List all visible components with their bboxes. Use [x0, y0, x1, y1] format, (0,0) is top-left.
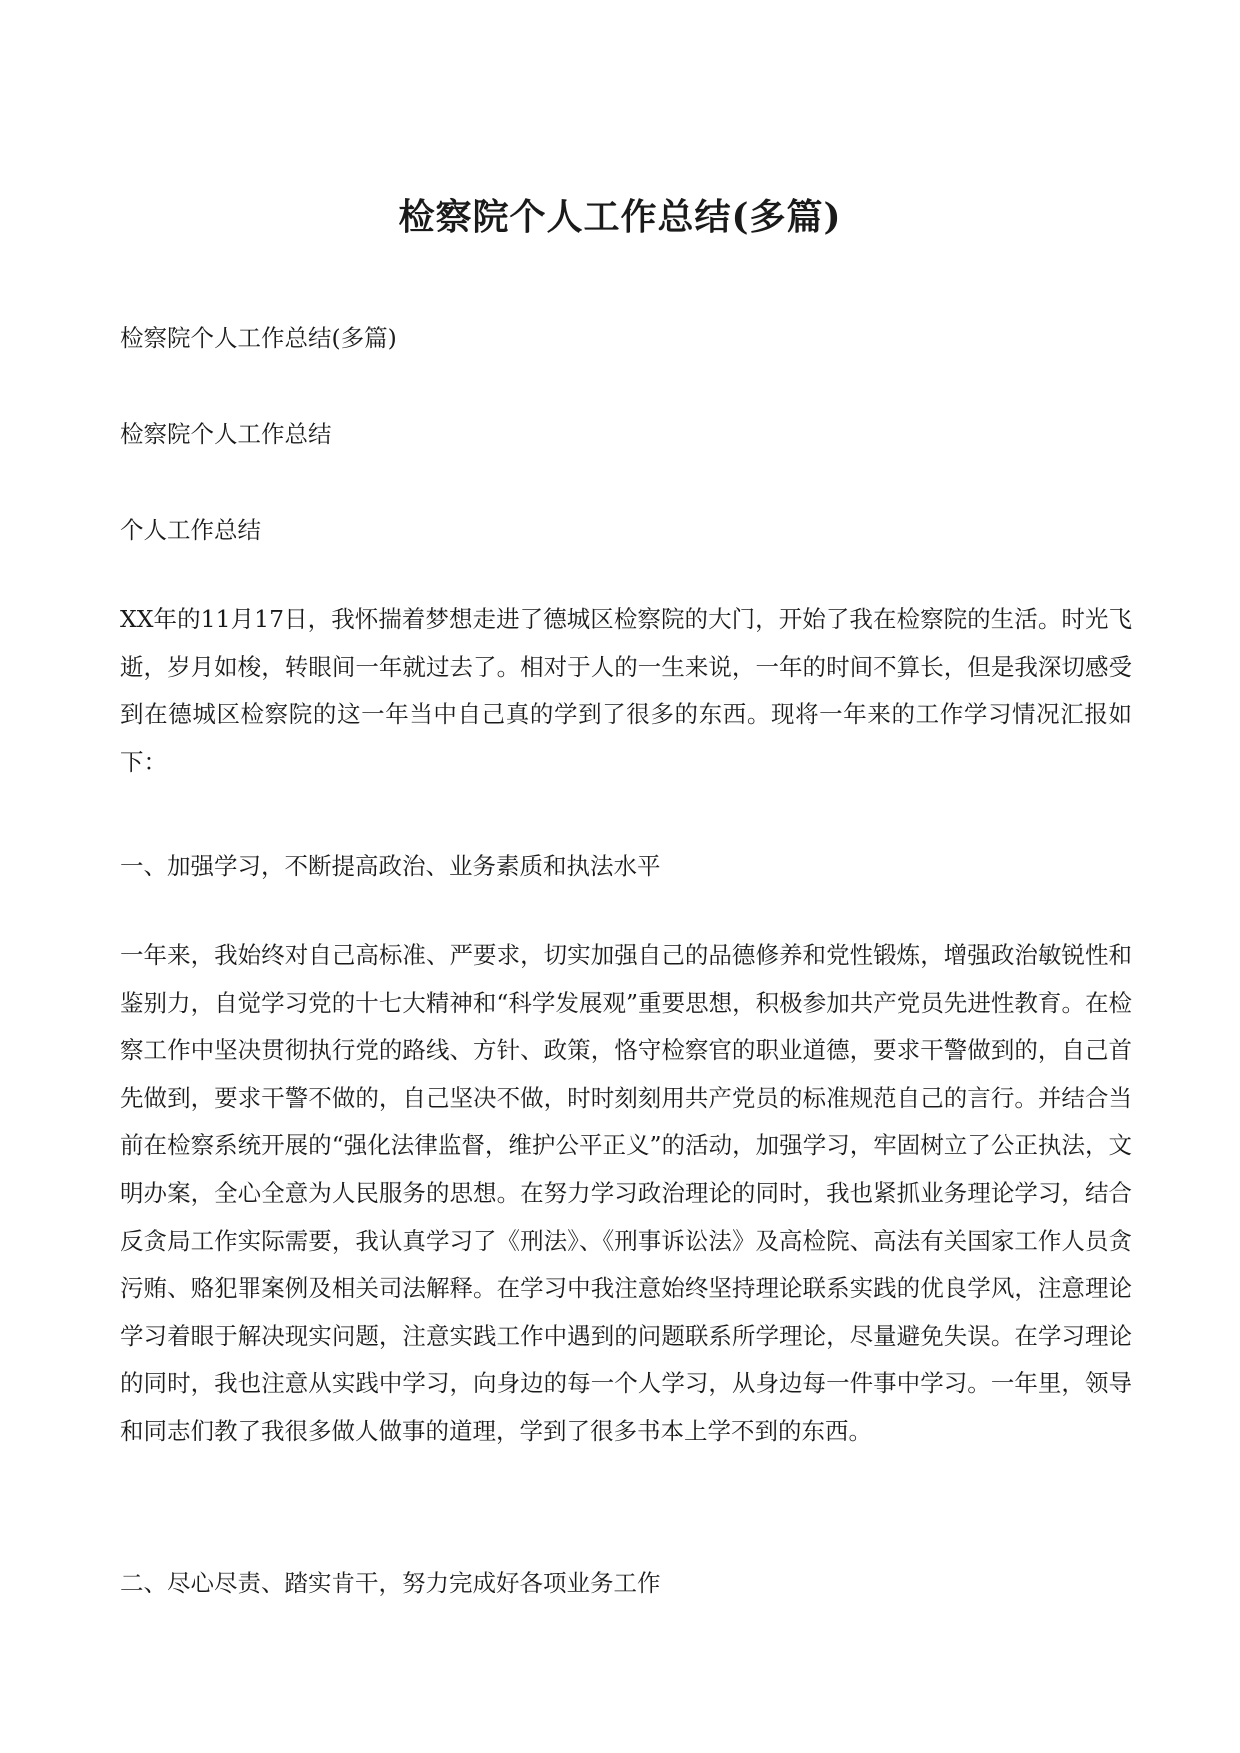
section-paragraph: 一年来，我始终对自己高标准、严要求，切实加强自己的品德修养和党性锻炼，增强政治敏锐性和鉴别力，自觉学习党的十七大精神和“科学发展观”重要思想，积极参加共产党员先进性教育。在检察工作中坚决贯彻执行党的路线、方针、政策，恪守检察官的职业道德，要求干警做到的，自己首先做到，要求干警不做的，自己坚决不做，时时刻刻用共产党员的标准规范自己的言行。并结合当前在检察系统开展的“强化法律监督，维护公平正义”的活动，加强学习，牢固树立了公正执法，文明办案，全心全意为人民服务的思想。在努力学习政治理论的同时，我也紧抓业务理论学习，结合反贪局工作实际需要，我认真学习了《刑法》、《刑事诉讼法》及高检院、高法有关国家工作人员贪污贿、赂犯罪案例及相关司法解释。在学习中我注意始终坚持理论联系实践的优良学风，注意理论学习着眼于解决现实问题，注意实践工作中遇到的问题联系所学理论，尽量避免失误。在学习理论的同时，我也注意从实践中学习，向身边的每一个人学习，从身边每一件事中学习。一年里，领导和同志们教了我很多做人做事的道理，学到了很多书本上学不到的东西。	[120, 941, 1132, 1445]
subtitle-personal: 个人工作总结	[120, 516, 261, 544]
intro-paragraph: XX年的11月17日，我怀揣着梦想走进了德城区检察院的大门，开始了我在检察院的生活。时光飞逝，岁月如梭，转眼间一年就过去了。相对于人的一生来说，一年的时间不算长，但是我深切感受到在德城区检察院的这一年当中自己真的学到了很多的东西。现将一年来的工作学习情况汇报如下：	[120, 605, 1132, 776]
section-heading: 二、尽心尽责、踏实肯干，努力完成好各项业务工作	[120, 1569, 661, 1597]
subtitle-short: 检察院个人工作总结	[120, 420, 332, 448]
subtitle-full: 检察院个人工作总结(多篇)	[120, 324, 397, 352]
section-heading: 一、加强学习，不断提高政治、业务素质和执法水平	[120, 852, 661, 880]
document-title: 检察院个人工作总结(多篇)	[398, 196, 842, 238]
